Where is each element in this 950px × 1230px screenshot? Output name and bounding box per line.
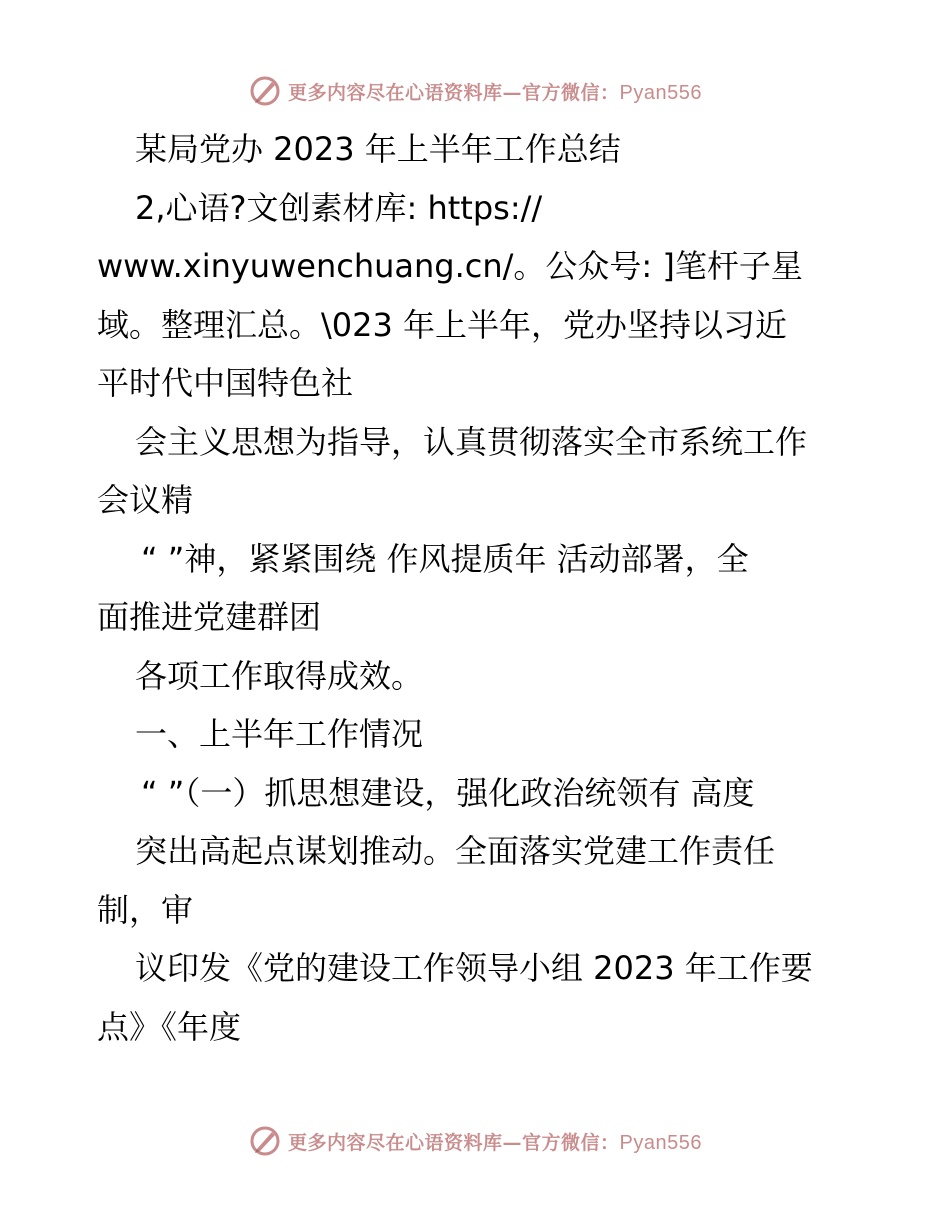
document-title: 某局党办 2023 年上半年工作总结 <box>135 130 621 168</box>
document-body <box>97 120 857 1056</box>
pen-logo-icon <box>248 74 282 108</box>
body-line: 各项工作取得成效。 <box>135 656 424 695</box>
body-line: 会议精 <box>97 481 194 519</box>
watermark-text: 更多内容尽在心语资料库—官方微信：Pyan556 <box>288 1131 702 1154</box>
body-line: 突出高起点谋划推动。全面落实党建工作责任 <box>135 832 776 870</box>
body-line: “ ”神，紧紧围绕 作风提质年 活动部署，全 <box>141 539 749 578</box>
body-line: 制，审 <box>97 890 194 929</box>
body-line: 点》《年度 <box>97 1007 242 1046</box>
section-heading: 一、上半年工作情况 <box>135 715 424 753</box>
body-line: 平时代中国特色社 <box>97 364 354 402</box>
footer-watermark <box>0 1124 950 1158</box>
body-line: 议印发《党的建设工作领导小组 2023 年工作要 <box>135 949 813 987</box>
pen-logo-icon <box>248 1124 282 1158</box>
body-line: 域。整理汇总。\023 年上半年，党办坚持以习近 <box>97 305 788 344</box>
body-line: 2,心语?文创素材库: https:// <box>135 188 543 227</box>
subsection-heading: “ ”（一）抓思想建设，强化政治统领有 高度 <box>141 773 755 812</box>
header-watermark <box>0 74 950 108</box>
body-line: www.xinyuwenchuang.cn/。公众号: ]笔杆子星 <box>97 247 803 285</box>
body-line: 会主义思想为指导，认真贯彻落实全市系统工作 <box>135 422 808 461</box>
body-line: 面推进党建群团 <box>97 598 322 636</box>
watermark-text: 更多内容尽在心语资料库—官方微信：Pyan556 <box>288 81 702 104</box>
